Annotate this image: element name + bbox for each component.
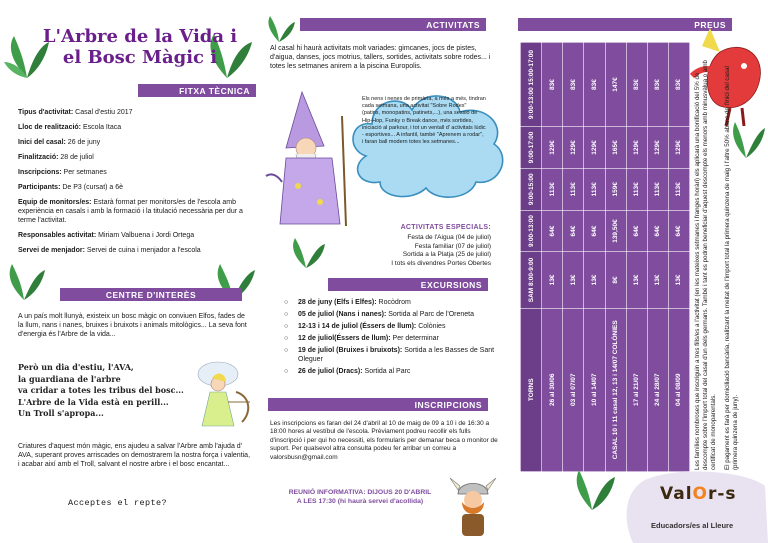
table-row	[605, 43, 626, 472]
leaf-decoration-icon	[2, 262, 46, 302]
table-header-cell: 9:00-15:00	[521, 168, 542, 210]
fact-label: Equip de monitors/es:	[18, 199, 92, 206]
table-cell: 64€	[647, 210, 668, 252]
fact-value: Escola Itaca	[81, 124, 122, 131]
table-cell: 13€	[584, 252, 605, 308]
table-cell: 13€	[647, 252, 668, 308]
table-cell: 83€	[563, 43, 584, 127]
story-line: L'Arbre de la Vida està en perill...	[18, 396, 169, 407]
table-cell: 129€	[563, 127, 584, 169]
fact-value: Miriam Valbuena i Jordi Ortega	[96, 232, 195, 239]
fact-value: Per setmanes	[61, 169, 107, 176]
table-cell: 64€	[626, 210, 647, 252]
table-cell: 165€	[605, 127, 626, 169]
table-cell: 03 al 07/07	[563, 308, 584, 471]
section-header-fitxa: FITXA TÈCNICA	[138, 84, 256, 97]
pricing-notes	[694, 60, 756, 470]
table-cell: 129€	[626, 127, 647, 169]
story-line: va cridar a totes les tribus del bosc...	[18, 385, 184, 395]
payment-note: El pagament es farà per domiciliació bancària, realitzant la meitat de l'import total la primera quinzena de maig i l'altre 50% abans de l'inici del casal (primera quinzena de juny).	[724, 66, 739, 470]
table-cell: 113€	[668, 168, 689, 210]
excursion-item	[284, 298, 502, 307]
excursion-item	[284, 346, 502, 364]
excursion-destination: Per determinar	[390, 335, 439, 342]
fact-item	[18, 108, 248, 117]
table-cell: 13€	[668, 252, 689, 308]
cloud-text: Els nens i nenes de primària, a més a més, tindran cada setmana, una activitat "Sobre Rodes" (patins, monopatins, patinets,...), una sessió de Hip-Hop, Funky o Break dance, més sortides, iniciació al parkour, i tot un ventall d' activitats lúdic - esportives... A infantil, també "Aprenem a rodar", i faran ball modern totes les setmanes...	[362, 96, 486, 146]
table-cell: 83€	[542, 43, 563, 127]
table-cell: 64€	[542, 210, 563, 252]
excursion-item	[284, 367, 502, 376]
fact-label: Tipus d'activitat:	[18, 109, 74, 116]
table-cell: 13€	[542, 252, 563, 308]
story-line: Un Troll s'apropa...	[18, 408, 104, 418]
activities-intro: Al casal hi haurà activitats molt variades: gimcanes, jocs de pistes, d'aigua, danses, jocs motrius, tallers, sortides, activitats sobre rodes... i totes les setmanes anirem a la piscina Europolis.	[270, 45, 491, 70]
table-cell: 83€	[647, 43, 668, 127]
table-header-cell: SAM 8:00-9:00	[521, 252, 542, 308]
section-header-centre: CENTRE D'INTERÈS	[60, 288, 242, 301]
fact-item	[18, 246, 248, 255]
fact-label: Inici del casal:	[18, 139, 66, 146]
table-cell: 13€	[563, 252, 584, 308]
page-title: L'Arbre de la Vida i el Bosc Màgic i	[42, 26, 238, 68]
fact-item	[18, 123, 248, 132]
table-header-cell: 9:00-13:00 15:00-17:00	[521, 43, 542, 127]
fact-item	[18, 138, 248, 147]
excursion-date: 05 de juliol (Nans i nanes):	[298, 311, 387, 318]
excursion-date: 28 de juny (Elfs i Elfes):	[298, 299, 377, 306]
excursion-item	[284, 310, 502, 319]
fact-label: Participants:	[18, 184, 61, 191]
prices-table	[520, 42, 690, 472]
table-row	[626, 43, 647, 472]
info-meeting-date: REUNIÓ INFORMATIVA: DIJOUS 20 D'ABRIL	[288, 489, 432, 496]
table-cell: 129€	[668, 127, 689, 169]
inscriptions-text: Les inscripcions es faran del 24 d'abril al 10 de maig de 09 a 10 i de 16:30 a 18:00 hores al vestíbul de l'escola. Prèviament podreu recollir els fulls d'inscripció i per qui ho necessiti, els formularis per demanar beca o monitor de suport. Per qualsevol altra consulta podeu fer arribar un correu a valorsbusn@gmail.com	[270, 420, 498, 461]
leaf-decoration-icon	[568, 468, 616, 512]
facts-list	[18, 108, 248, 261]
table-cell: 159€	[605, 168, 626, 210]
table-row	[542, 43, 563, 472]
table-cell: 113€	[584, 168, 605, 210]
fact-item	[18, 198, 248, 225]
table-cell: 04 al 08/09	[668, 308, 689, 471]
table-row	[563, 43, 584, 472]
excursion-destination: Colònies	[416, 323, 446, 330]
info-meeting	[270, 488, 450, 506]
viking-illustration-icon	[448, 476, 498, 540]
story-line: Però un dia d'estiu, l'AVA,	[18, 362, 134, 372]
table-cell: 8€	[605, 252, 626, 308]
table-cell: 64€	[563, 210, 584, 252]
table-cell: 83€	[584, 43, 605, 127]
table-row	[584, 43, 605, 472]
intro-text: A un país molt llunyà, existeix un bosc màgic on conviuen Elfos, fades de la llum, nans i nanes, bruixes i bruixots i animals mitològics... La seva font d'energia és l'Arbre de la vida...	[18, 313, 247, 338]
fact-item	[18, 168, 248, 177]
fact-label: Lloc de realització:	[18, 124, 82, 131]
excursion-date: 26 de juliol (Dracs):	[298, 368, 363, 375]
fact-value: Servei de cuina i menjador a l'escola	[84, 247, 201, 254]
fact-value: 26 de juny	[65, 139, 101, 146]
fact-label: Inscripcions:	[18, 169, 62, 176]
excursion-item	[284, 334, 502, 343]
leaf-decoration-icon	[262, 14, 296, 44]
table-cell: 64€	[584, 210, 605, 252]
brand-logo: ValOr-s	[660, 484, 737, 504]
fact-label: Finalització:	[18, 154, 59, 161]
excursion-date: 12-13 i 14 de juliol (Éssers de llum):	[298, 323, 417, 330]
table-cell: 64€	[668, 210, 689, 252]
outro-text: Criatures d'aquest món màgic, ens ajudeu a salvar l'Arbre amb l'ajuda d' AVA, superant proves arriscades on demostrarem la nostra força i valentia, i acabar així amb el Troll, salvant el nostre arbre i el bosc encantat...	[18, 443, 251, 468]
fact-item	[18, 153, 248, 162]
table-cell: 17 al 21/07	[626, 308, 647, 471]
section-header-inscripcions: INSCRIPCIONS	[268, 398, 488, 411]
fact-value: 28 de juliol	[58, 154, 94, 161]
excursion-destination: Sortida a les Basses de Sant Oleguer	[298, 347, 495, 363]
table-cell: 26 al 30/06	[542, 308, 563, 471]
section-header-preus: PREUS	[518, 18, 732, 31]
leaf-decoration-icon	[286, 236, 326, 270]
table-cell: 113€	[647, 168, 668, 210]
table-header-row	[521, 43, 542, 472]
section-header-excursions: EXCURSIONS	[328, 278, 488, 291]
fact-value: Casal d'estiu 2017	[73, 109, 133, 116]
table-cell: 129€	[584, 127, 605, 169]
fact-value: Estarà format per monitors/es de l'escola amb experiència en casals i amb la formació i la titulació necessària per dur a terme l'activitat.	[18, 199, 243, 224]
excursion-destination: Sortida al Parc de l'Oreneta	[386, 311, 475, 318]
logo-blob-icon	[625, 470, 768, 543]
table-row	[668, 43, 689, 472]
excursion-date: 19 de juliol (Bruixes i bruixots):	[298, 347, 403, 354]
challenge-question: Acceptes el repte?	[68, 498, 168, 508]
table-cell: 24 al 28/07	[647, 308, 668, 471]
table-header-cell: 9:00-13:00	[521, 210, 542, 252]
story-text	[18, 362, 188, 420]
excursion-destination: Rocòdrom	[376, 299, 411, 306]
section-header-activitats: ACTIVITATS	[300, 18, 486, 31]
table-cell: 129€	[647, 127, 668, 169]
special-activity: Festa familiar (07 de juliol)	[414, 242, 491, 250]
table-cell: 83€	[626, 43, 647, 127]
fact-label: Servei de menjador:	[18, 247, 85, 254]
table-header-cell: 9:00-17:00	[521, 127, 542, 169]
table-header-cell: TORNS	[521, 308, 542, 471]
excursion-item	[284, 322, 502, 331]
story-line: la guardiana de l'arbre	[18, 373, 121, 384]
table-row	[647, 43, 668, 472]
excursions-list	[284, 298, 502, 379]
brand-tagline: Educadors/es al Lleure	[651, 521, 734, 530]
special-activity: I tots els divendres Portes Obertes	[391, 259, 491, 267]
family-discount-note: Les famílies nombroses que inscriguin a tres fills/es a l'activitat (en les mateixes setmanes i franges horàri) els aplicarà una bonificació del 5% de descompte sobre l'import total del casal d'un dels germans. També i tant es podran beneficiar d'aquest descompte els menors amb minusvàlua o amb certificat de monoparentals.	[694, 60, 717, 470]
special-activity: Festa de l'Aigua (04 de juliol)	[407, 234, 491, 241]
table-cell: 113€	[563, 168, 584, 210]
excursion-destination: Sortida al Parc	[362, 368, 411, 375]
fairy-illustration-icon	[182, 352, 256, 436]
special-activities-title: ACTIVITATS ESPECIALS:	[400, 224, 491, 231]
table-cell: 13€	[626, 252, 647, 308]
table-cell: 83€	[668, 43, 689, 127]
table-cell: 129€	[542, 127, 563, 169]
table-cell: 113€	[542, 168, 563, 210]
table-cell: 139,50€	[605, 210, 626, 252]
info-meeting-time: A LES 17:30 (hi haurà servei d'acollida)	[296, 498, 424, 505]
table-cell: 10 al 14/07	[584, 308, 605, 471]
table-cell: CASAL 10 i 11 casal 12, 13 i 14/07 COLÒNIES	[605, 308, 626, 471]
table-cell: 147€	[605, 43, 626, 127]
table-cell: 113€	[626, 168, 647, 210]
panel-left	[0, 0, 258, 543]
fact-value: De P3 (cursat) a 6è	[60, 184, 124, 191]
fact-item	[18, 231, 248, 240]
prices-table-grid	[520, 42, 690, 472]
fact-item	[18, 183, 248, 192]
fact-label: Responsables activitat:	[18, 232, 97, 239]
special-activity: Sortida a la Platja (25 de juliol)	[402, 251, 491, 259]
excursion-date: 12 de juliol(Éssers de llum):	[298, 335, 391, 342]
